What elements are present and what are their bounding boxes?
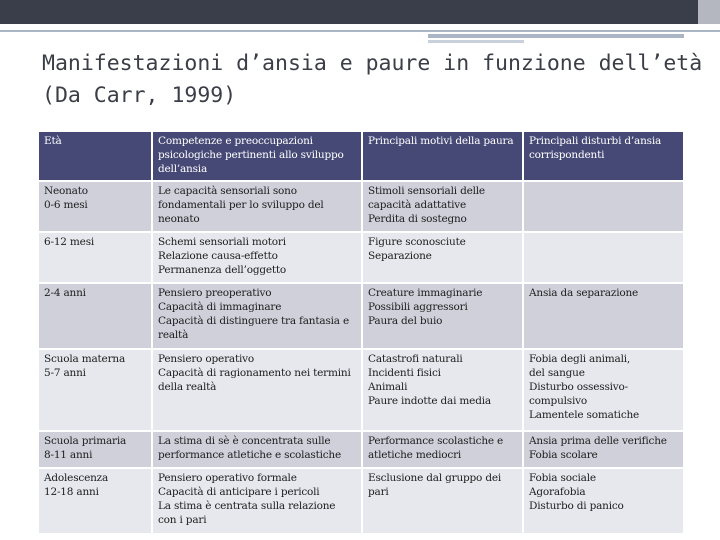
cell-line: La stima di sè è concentrata sulle performance atletiche e scolastiche (158, 435, 341, 461)
cell-age (38, 181, 152, 232)
cell-line: 8-11 anni (44, 449, 93, 461)
header-competenze: Competenze e preoccupazioni psicologiche pertinenti allo sviluppo dell’ansia (152, 131, 362, 181)
cell-line: Disturbo ossessivo-compulsivo (529, 381, 628, 407)
table-row (38, 232, 684, 283)
cell-line: Paura del buio (368, 315, 443, 327)
cell-line: del sangue (529, 367, 585, 379)
decorative-accent-rule-short (428, 40, 524, 43)
cell-line: Animali (368, 381, 408, 393)
cell-line: Scuola primaria (44, 435, 127, 447)
cell-line: Esclusione dal gruppo dei pari (368, 472, 502, 498)
cell-line: Pensiero operativo (158, 353, 254, 365)
cell-line: Figure sconosciute (368, 236, 466, 248)
cell-disturbi (523, 468, 684, 534)
header-eta: Età (38, 131, 152, 181)
anxiety-age-table (37, 130, 685, 535)
cell-disturbi (523, 349, 684, 431)
cell-line: Paure indotte dai media (368, 395, 491, 407)
top-decorative-bar-end (698, 0, 720, 24)
cell-line: Fobia sociale (529, 472, 596, 484)
slide-title: Manifestazioni d’ansia e paure in funzione dell’età (Da Carr, 1999) (42, 51, 703, 108)
cell-line: Pensiero operativo formale (158, 472, 297, 484)
table-header-row (38, 131, 684, 181)
cell-line: Separazione (368, 250, 432, 262)
cell-line: Neonato (44, 185, 88, 197)
cell-line: Fobia degli animali, (529, 353, 631, 365)
cell-line: Le capacità sensoriali sono fondamentali per lo sviluppo del neonato (158, 185, 324, 225)
header-motivi: Principali motivi della paura (362, 131, 523, 181)
cell-age (38, 431, 152, 468)
cell-line: Incidenti fisici (368, 367, 441, 379)
cell-line: 0-6 mesi (44, 199, 88, 211)
cell-competenze (152, 232, 362, 283)
cell-motivi (362, 283, 523, 349)
cell-line: Possibili aggressori (368, 301, 468, 313)
cell-line: Disturbo di panico (529, 500, 624, 512)
cell-line: 5-7 anni (44, 367, 86, 379)
cell-line: Schemi sensoriali motori (158, 236, 286, 248)
cell-line: Catastrofi naturali (368, 353, 463, 365)
cell-age (38, 283, 152, 349)
cell-age (38, 468, 152, 534)
cell-line: Capacità di immaginare (158, 301, 282, 313)
cell-line: Capacità di ragionamento nei termini della realtà (158, 367, 351, 393)
cell-line: Adolescenza (44, 472, 109, 484)
cell-line: Ansia da separazione (529, 287, 639, 299)
cell-line: Capacità di anticipare i pericoli (158, 486, 320, 498)
cell-motivi (362, 468, 523, 534)
cell-line: Stimoli sensoriali delle capacità adattative (368, 185, 485, 211)
cell-motivi (362, 181, 523, 232)
cell-line: Permanenza dell’oggetto (158, 264, 287, 276)
cell-line: Scuola materna (44, 353, 126, 365)
cell-motivi (362, 349, 523, 431)
cell-line: Relazione causa-effetto (158, 250, 278, 262)
cell-line: Lamentele somatiche (529, 409, 640, 421)
cell-line: Agorafobia (529, 486, 586, 498)
cell-motivi (362, 431, 523, 468)
header-disturbi: Principali disturbi d’ansia corrispondenti (523, 131, 684, 181)
cell-competenze (152, 431, 362, 468)
cell-disturbi (523, 181, 684, 232)
cell-line: La stima è centrata sulla relazione con i pari (158, 500, 336, 526)
table-row (38, 349, 684, 431)
table-row (38, 181, 684, 232)
cell-disturbi (523, 232, 684, 283)
decorative-rule (0, 30, 720, 32)
cell-competenze (152, 283, 362, 349)
cell-line: 6-12 mesi (44, 236, 95, 248)
cell-competenze (152, 349, 362, 431)
cell-disturbi (523, 431, 684, 468)
cell-age (38, 349, 152, 431)
cell-line: Creature immaginarie (368, 287, 483, 299)
table-row (38, 468, 684, 534)
cell-disturbi (523, 283, 684, 349)
cell-motivi (362, 232, 523, 283)
cell-line: 12-18 anni (44, 486, 99, 498)
cell-line: Perdita di sostegno (368, 213, 467, 225)
cell-line: Capacità di distinguere tra fantasia e realtà (158, 315, 350, 341)
table-row (38, 283, 684, 349)
cell-competenze (152, 468, 362, 534)
decorative-accent-rule (428, 34, 684, 38)
top-decorative-bar (0, 0, 698, 24)
cell-line: Performance scolastiche e atletiche mediocri (368, 435, 504, 461)
cell-line: Ansia prima delle verifiche (529, 435, 667, 447)
cell-line: Pensiero preoperativo (158, 287, 272, 299)
cell-line: 2-4 anni (44, 287, 86, 299)
cell-competenze (152, 181, 362, 232)
cell-age (38, 232, 152, 283)
cell-line: Fobia scolare (529, 449, 598, 461)
table-row (38, 431, 684, 468)
